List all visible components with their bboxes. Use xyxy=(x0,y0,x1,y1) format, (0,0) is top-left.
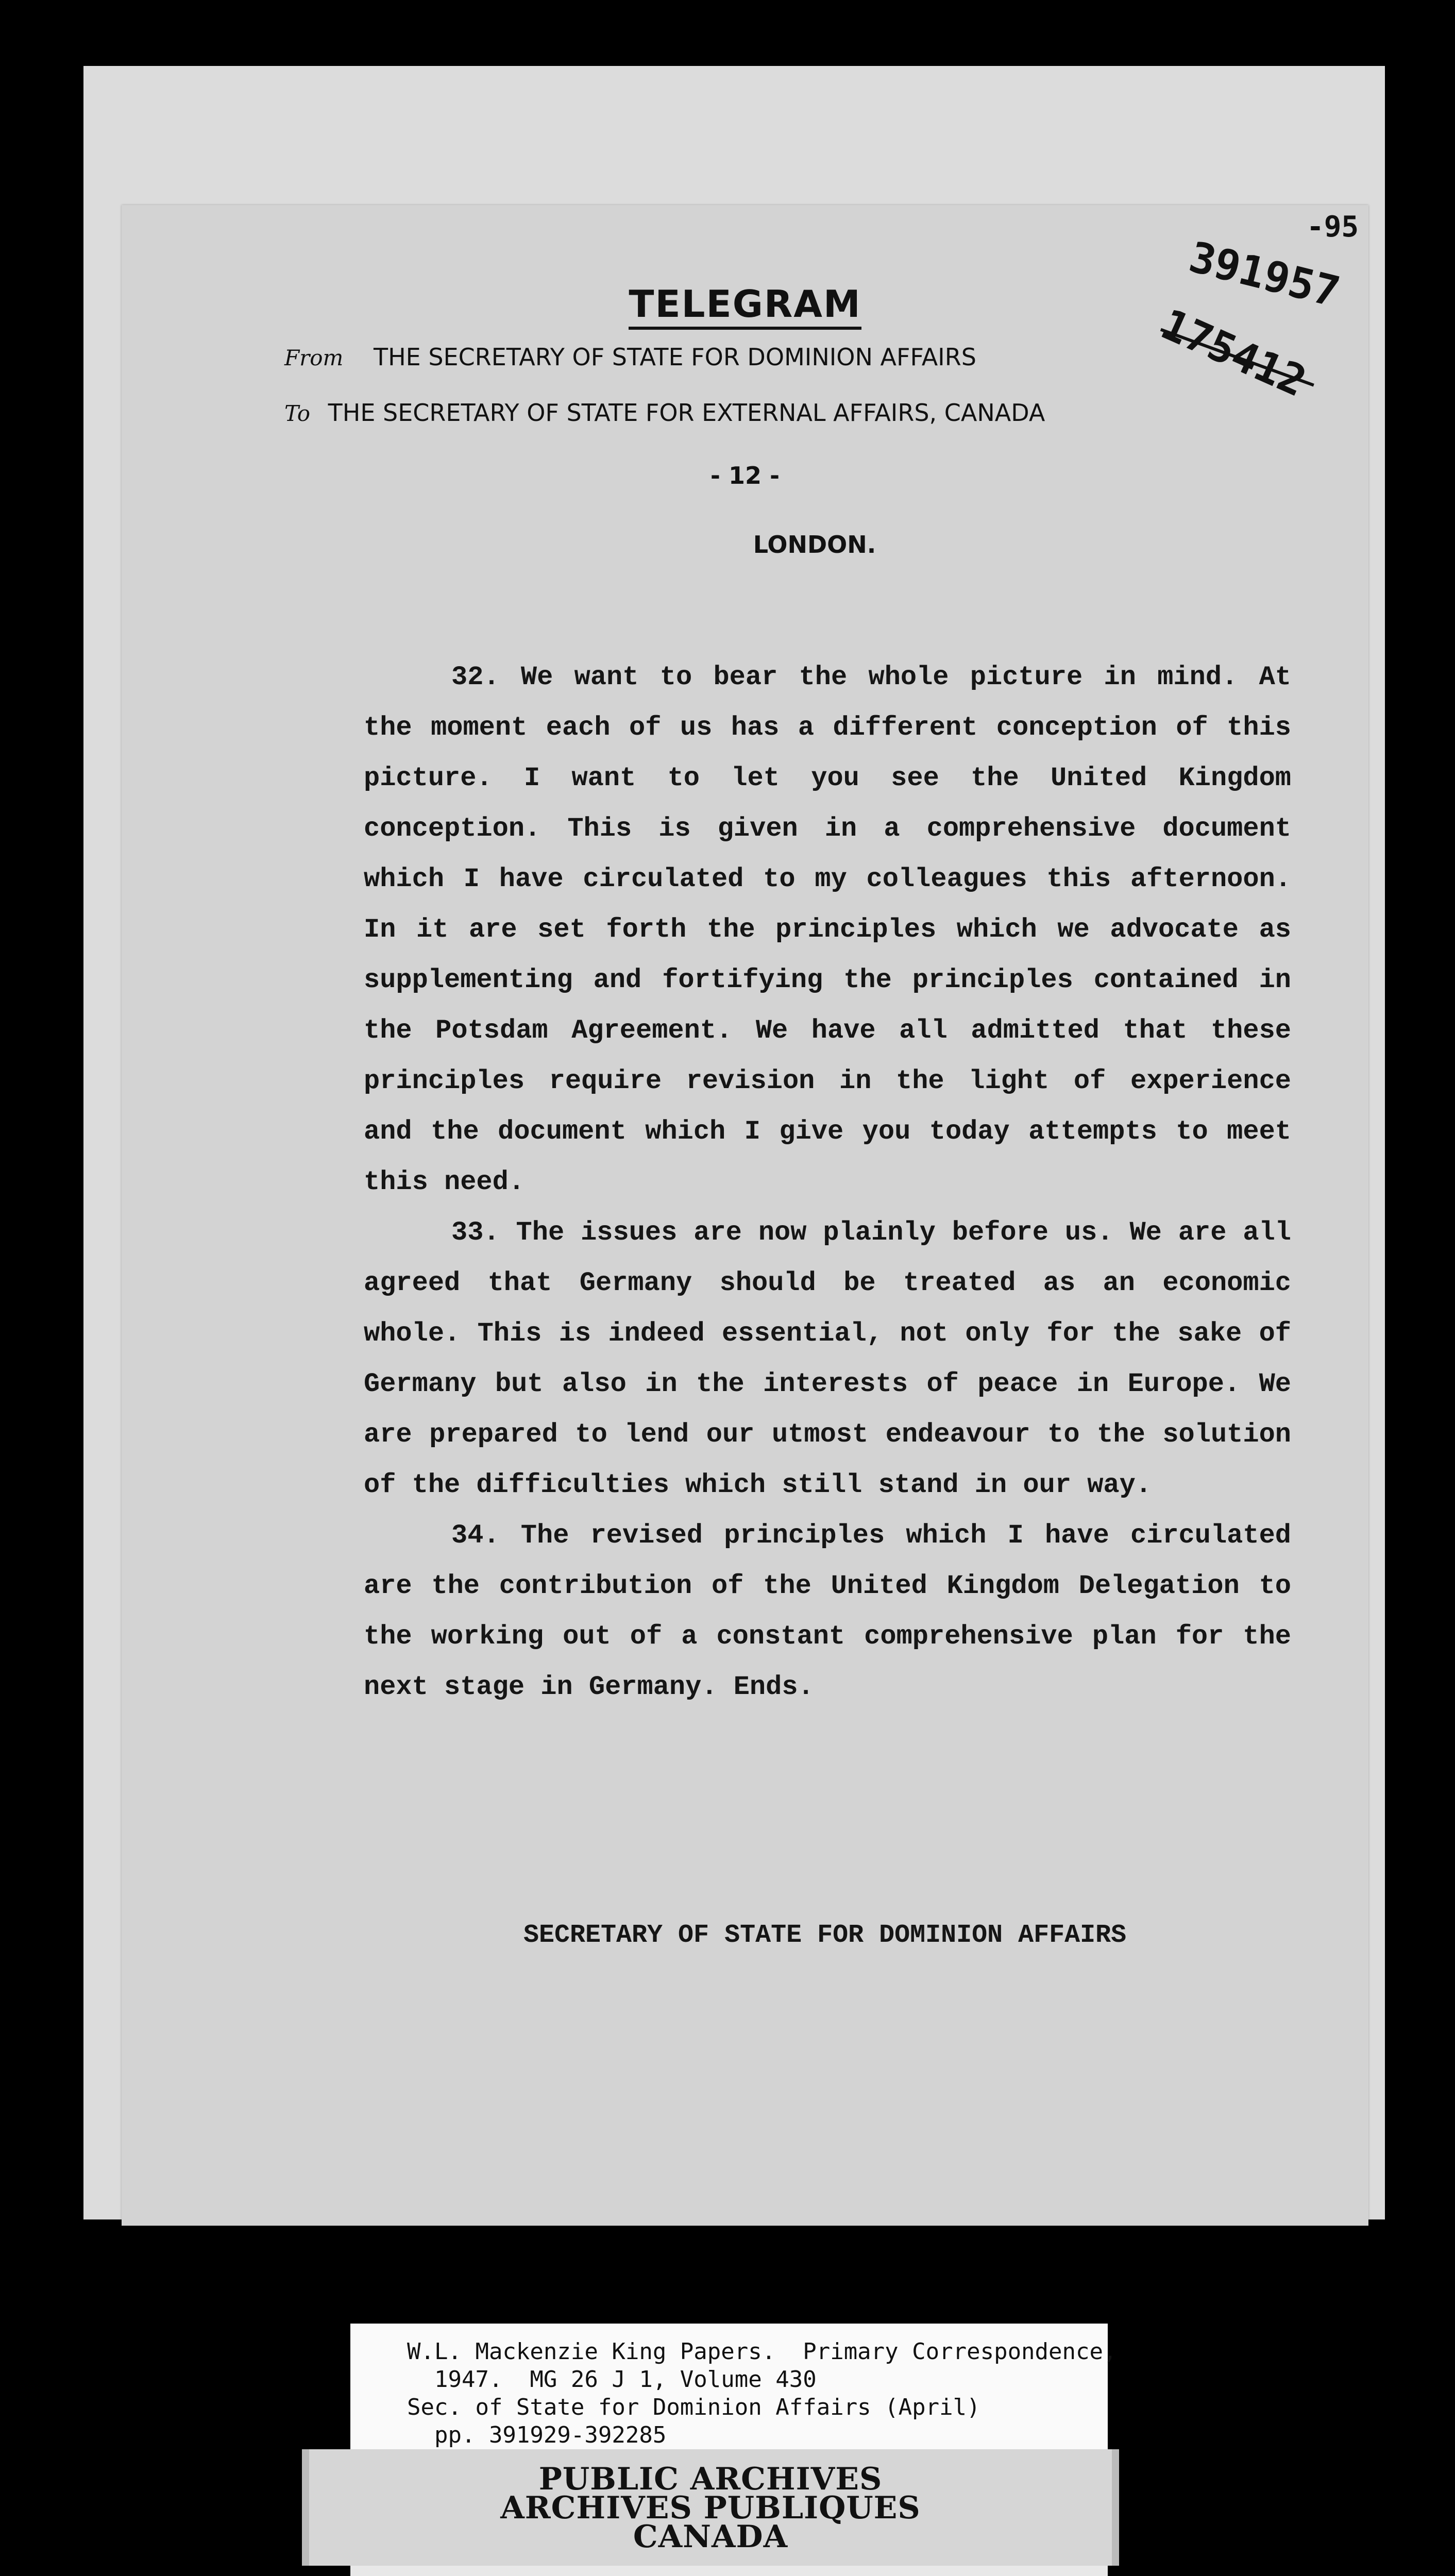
archives-line-en: PUBLIC ARCHIVES xyxy=(538,2461,883,2497)
telegram-body xyxy=(364,652,1291,1713)
stamp-number-struck: 175412 xyxy=(1154,299,1313,407)
to-line xyxy=(284,399,1045,427)
label-backing xyxy=(350,2566,1108,2576)
paragraph-32: 32. We want to bear the whole picture in mind. At the moment each of us has a different conception of this picture. I want to let you see the United Kingdom conception. This is given in a comprehensive document which I have circulated to my colleagues this afternoon. In it are set forth the principles which we advocate as supplementing and fortifying the principles contained in the Potsdam Agreement. We have all admitted that these principles require revision in the light of experience and the document which I give you today attempts to meet this need. xyxy=(364,662,1291,1197)
citation-line: 1947. MG 26 J 1, Volume 430 xyxy=(407,2366,817,2393)
paragraph-34: 34. The revised principles which I have circulated are the contribution of the United Kingdom Delegation to the working out of a constant comprehensive plan for the next stage in Germany. Ends. xyxy=(364,1520,1291,1702)
signature: SECRETARY OF STATE FOR DOMINION AFFAIRS xyxy=(523,1921,1127,1950)
archives-label xyxy=(302,2449,1119,2566)
citation-line: pp. 391929-392285 xyxy=(407,2422,667,2448)
to-value: THE SECRETARY OF STATE FOR EXTERNAL AFFAIRS, CANADA xyxy=(328,399,1045,427)
place-of-origin: LONDON. xyxy=(753,531,876,558)
archives-line-fr: ARCHIVES PUBLIQUES xyxy=(500,2490,921,2526)
from-label: From xyxy=(284,345,344,370)
citation-label xyxy=(350,2324,1117,2451)
citation-line: Sec. of State for Dominion Affairs (April) xyxy=(407,2394,980,2420)
archives-line-country: CANADA xyxy=(633,2519,788,2555)
stamp-number-primary: 391957 xyxy=(1184,232,1345,317)
paragraph-33: 33. The issues are now plainly before us. We are all agreed that Germany should be treated as an economic whole. This is indeed essential, not only for the sake of Germany but also in the interests of peace in Europe. We are prepared to lend our utmost endeavour to the solution of the difficulties which still stand in our way. xyxy=(364,1217,1291,1500)
to-label: To xyxy=(284,401,311,426)
from-line xyxy=(284,343,976,371)
page-number: - 12 - xyxy=(710,462,780,489)
telegram-page xyxy=(122,205,1368,2226)
from-value: THE SECRETARY OF STATE FOR DOMINION AFFAIRS xyxy=(373,343,976,371)
citation-line: W.L. Mackenzie King Papers. Primary Correspondence, xyxy=(407,2338,1117,2365)
telegram-title: TELEGRAM xyxy=(122,282,1368,326)
stamp-fragment: -95 xyxy=(1307,210,1359,244)
